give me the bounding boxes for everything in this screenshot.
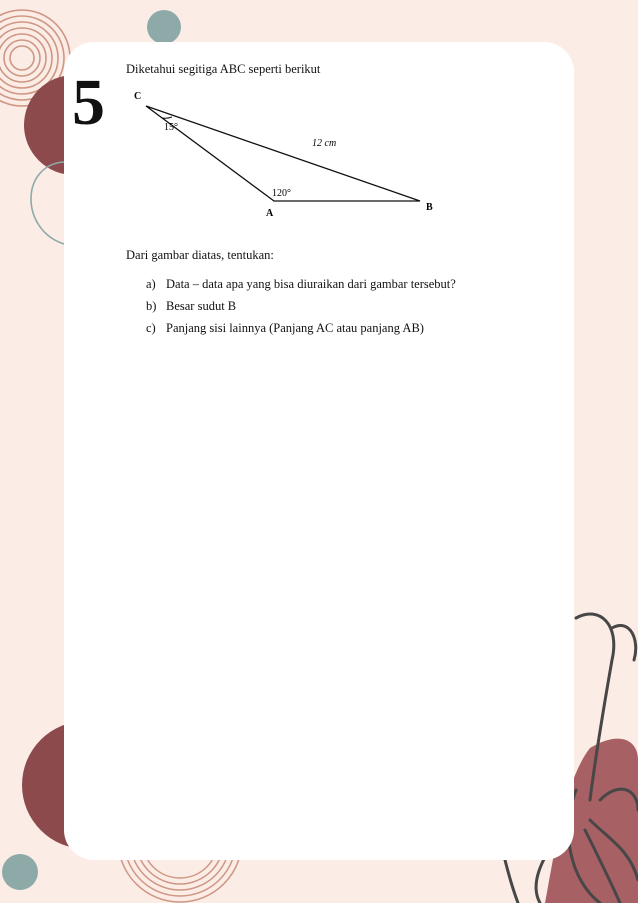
question-text: Panjang sisi lainnya (Panjang AC atau panjang AB) xyxy=(166,321,424,335)
teal-bottom-dot-decoration xyxy=(2,854,38,890)
triangle-abc xyxy=(146,106,420,201)
question-text: Besar sudut B xyxy=(166,299,237,313)
question-a xyxy=(146,277,456,292)
vertex-label-c: C xyxy=(134,91,142,102)
teal-dot-decoration xyxy=(147,10,181,44)
question-prompt: Dari gambar diatas, tentukan: xyxy=(126,248,274,262)
problem-number: 5 xyxy=(72,66,105,139)
teal-arc-decoration xyxy=(31,162,64,244)
question-label: c) xyxy=(146,321,156,335)
question-c xyxy=(146,321,424,336)
vertex-label-b: B xyxy=(426,202,433,213)
content-card xyxy=(64,42,574,860)
angle-arc-c xyxy=(162,117,172,118)
angle-label-c: 15° xyxy=(164,122,178,133)
angle-label-a: 120° xyxy=(272,188,291,199)
question-label: a) xyxy=(146,277,156,291)
question-text: Data – data apa yang bisa diuraikan dari gambar tersebut? xyxy=(166,277,456,291)
problem-intro: Diketahui segitiga ABC seperti berikut xyxy=(126,62,321,76)
question-b xyxy=(146,299,236,314)
vertex-label-a: A xyxy=(266,208,274,219)
question-label: b) xyxy=(146,299,157,313)
side-label-cb: 12 cm xyxy=(312,138,337,149)
triangle-figure xyxy=(124,86,454,226)
